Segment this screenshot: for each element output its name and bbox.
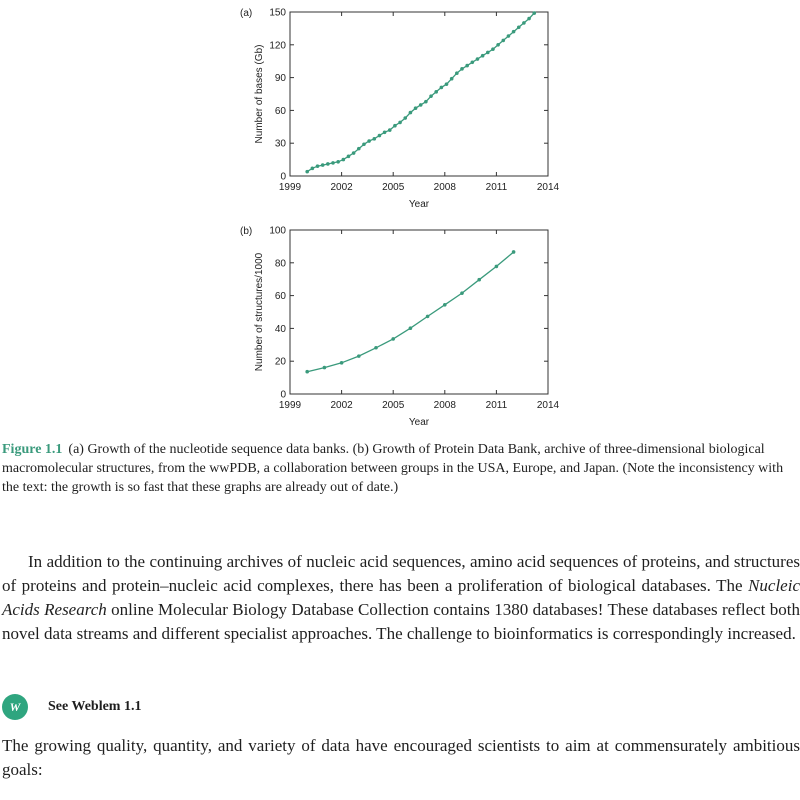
chart-a-data-point [316,164,320,168]
paragraph-1-part-2: online Molecular Biology Database Collection contains 1380 databases! These databases reflect both novel data streams and different specialist approaches. The challenge to bioinformatics is correspondingly increased. [2,600,800,643]
chart-a-x-axis-label: Year [408,199,430,210]
chart-b-data-point [323,366,327,370]
chart-b [0,218,800,430]
chart-b-x-axis-label: Year [408,417,430,428]
chart-a-data-point [336,160,340,164]
chart-a-panel-label: (a) [240,8,253,19]
chart-a-data-point [321,163,325,167]
chart-a-data-point [342,158,346,162]
chart-b-data-point [374,346,378,350]
chart-a-svg [0,0,800,212]
chart-a-data-point [501,39,505,43]
chart-a-x-tick-label: 2014 [536,182,560,193]
chart-a-data-point [367,139,371,143]
weblem-icon: W [2,694,28,720]
chart-a-data-point [305,170,309,174]
chart-b-x-tick-label: 2008 [433,400,456,411]
chart-a-y-tick-label: 120 [269,40,286,52]
chart-a-data-point [362,142,366,146]
chart-b-x-tick-label: 2002 [330,400,353,411]
chart-a-x-tick-label: 2002 [330,182,353,193]
body-paragraph-1 [2,550,800,646]
chart-a-data-point [481,54,485,58]
chart-b-y-tick-label: 0 [280,389,286,401]
chart-b-x-tick-label: 2005 [382,400,405,411]
chart-b-x-tick-label: 2011 [485,400,508,411]
chart-a-data-point [331,161,335,165]
chart-b-data-point [357,354,361,358]
chart-a-data-point [450,77,454,81]
chart-b-data-point [426,315,430,319]
chart-a-data-point [429,94,433,98]
chart-b-plot-frame [290,230,548,394]
chart-b-data-point [391,337,395,341]
paragraph-1-part-1: In addition to the continuing archives of nucleic acid sequences, amino acid sequences of proteins, and structures of proteins and protein–nucleic acid complexes, there has been a proliferation of biological databases. The [2,552,800,595]
chart-a-data-point [357,147,361,151]
chart-a-data-point [445,82,449,86]
chart-b-x-tick-label: 2014 [536,400,560,411]
figure-label: Figure 1.1 [2,442,63,457]
chart-a-data-point [378,134,382,138]
chart-a-data-point [388,128,392,132]
chart-a-data-point [409,111,413,115]
chart-a-data-point [496,43,500,47]
chart-a-y-tick-label: 0 [280,171,286,183]
chart-a-x-tick-label: 1999 [278,182,302,193]
chart-a-data-point [517,26,521,30]
chart-a-y-tick-label: 90 [274,73,286,85]
chart-b-data-point [305,370,309,374]
chart-a-x-tick-label: 2011 [485,182,508,193]
chart-b-y-axis-label: Number of structures/1000 [254,252,265,372]
body-paragraph-2: The growing quality, quantity, and variety of data have encouraged scientists to aim at commensurately ambitious goals: [2,736,800,779]
chart-b-y-tick-label: 20 [274,356,286,368]
chart-b-series-line [307,252,513,372]
chart-a-data-point [512,30,516,34]
chart-a-y-axis-label: Number of bases (Gb) [254,44,265,144]
chart-b-svg [0,218,800,430]
chart-a-data-point [527,17,531,21]
chart-a-data-point [465,64,469,68]
chart-a-data-point [434,90,438,94]
chart-a-data-point [486,51,490,55]
chart-b-y-tick-label: 100 [269,225,286,237]
chart-a-data-point [403,116,407,120]
chart-b-data-point [340,361,344,365]
chart-a-data-point [424,100,428,104]
chart-b-data-point [477,278,481,282]
chart-b-panel-label: (b) [240,226,253,237]
chart-a-data-point [440,86,444,90]
chart-a-data-point [372,137,376,141]
chart-a-x-tick-label: 2005 [382,182,405,193]
chart-b-y-tick-label: 80 [274,258,286,270]
chart-a-data-point [311,167,315,171]
chart-a-data-point [471,60,475,64]
chart-b-y-tick-label: 60 [274,291,286,303]
figure-caption-text: (a) Growth of the nucleotide sequence data banks. (b) Growth of Protein Data Bank, archive of three-dimensional biological macromolecular structures, from the wwPDB, a collaboration between groups in the USA, Europe, and Japan. (Note the inconsistency with the text: the growth is so fast that these graphs are already out of date.) [2,442,784,495]
chart-a [0,0,800,212]
chart-a-data-point [398,121,402,125]
chart-b-data-point [495,265,499,269]
chart-b-data-point [409,326,413,330]
weblem-reference [2,694,141,720]
chart-a-data-point [460,67,464,71]
chart-a-y-tick-label: 60 [274,105,286,117]
chart-a-data-point [532,11,536,15]
chart-a-data-point [326,162,330,166]
chart-b-y-tick-label: 40 [274,323,286,335]
chart-b-data-point [443,303,447,307]
chart-b-x-tick-label: 1999 [278,400,302,411]
chart-a-data-point [491,47,495,51]
chart-a-data-point [507,34,511,38]
chart-a-data-point [419,103,423,107]
chart-a-series-line [307,13,534,172]
chart-a-y-tick-label: 30 [274,138,286,150]
journal-title: Nucleic Acids Research [2,576,800,619]
chart-b-data-point [460,291,464,295]
chart-a-x-tick-label: 2008 [433,182,456,193]
chart-a-data-point [352,151,356,155]
chart-a-data-point [347,155,351,159]
figure-caption [2,440,792,497]
chart-a-data-point [522,21,526,25]
weblem-label[interactable]: See Weblem 1.1 [48,699,142,714]
chart-a-data-point [414,106,418,110]
chart-a-data-point [455,71,459,75]
chart-b-data-point [512,250,516,254]
chart-a-data-point [393,124,397,128]
chart-a-data-point [476,57,480,61]
chart-a-data-point [383,130,387,134]
chart-a-y-tick-label: 150 [269,7,286,19]
